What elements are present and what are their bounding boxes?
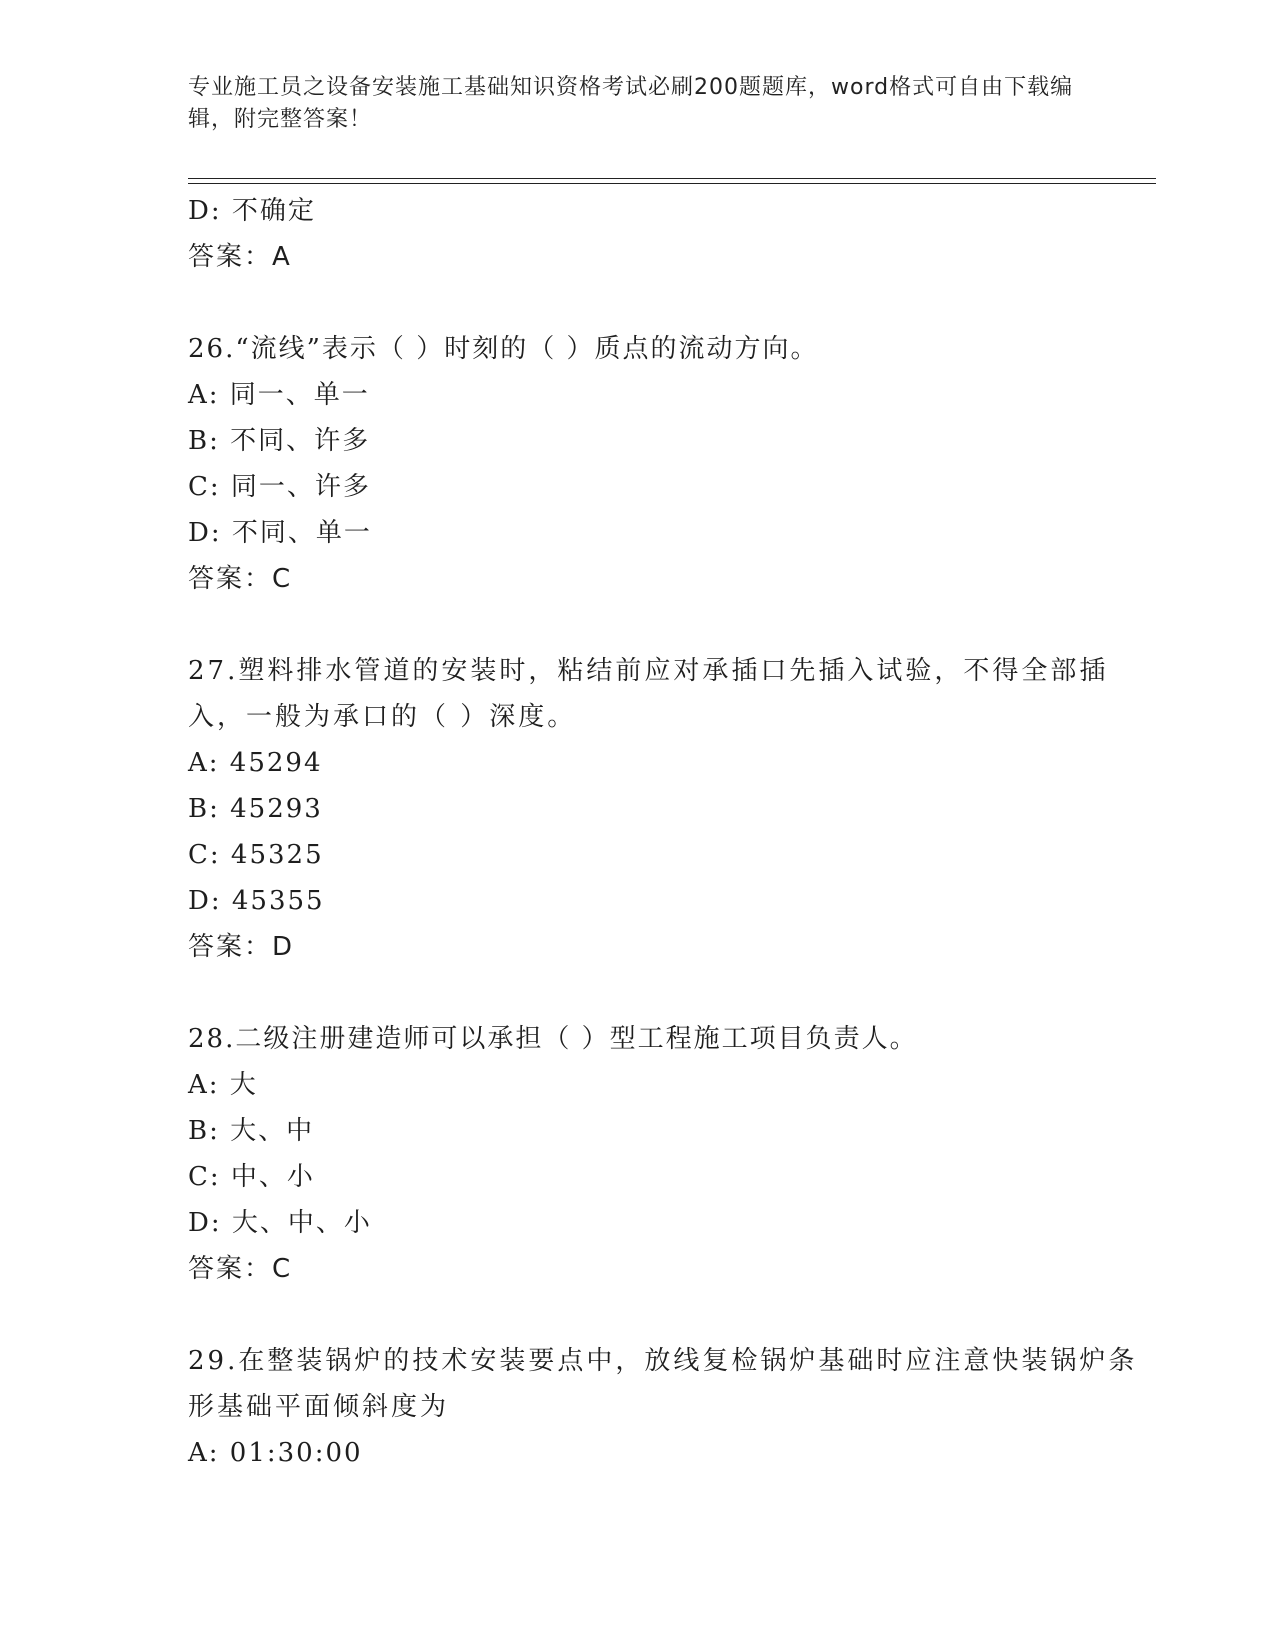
question-content <box>188 188 1148 1476</box>
header-rule-bottom <box>188 183 1156 184</box>
prev-option-d: D: 不确定 <box>188 196 316 226</box>
question-stem: 28.二级注册建造师可以承担（ ）型工程施工项目负责人。 <box>188 1024 918 1054</box>
option-d: D: 45355 <box>188 886 325 916</box>
option-b: B: 45293 <box>188 794 323 824</box>
option-c: C: 同一、许多 <box>188 472 371 502</box>
option-b: B: 大、中 <box>188 1116 315 1146</box>
page-header: 专业施工员之设备安装施工基础知识资格考试必刷200题题库，word格式可自由下载编辑，附完整答案！ <box>188 75 1074 132</box>
prev-answer: 答案：A <box>188 242 292 272</box>
option-a: A: 大 <box>188 1070 258 1100</box>
question-stem: 26.“流线”表示（ ）时刻的（ ）质点的流动方向。 <box>188 334 819 364</box>
option-b: B: 不同、许多 <box>188 426 371 456</box>
question-27 <box>188 648 1148 970</box>
header-rule-top <box>188 178 1156 179</box>
answer: 答案：C <box>188 564 293 594</box>
question-29 <box>188 1338 1148 1476</box>
question-stem: 27.塑料排水管道的安装时，粘结前应对承插口先插入试验，不得全部插入，一般为承口的（ ）深度。 <box>188 656 1109 732</box>
option-d: D: 大、中、小 <box>188 1208 372 1238</box>
option-a: A: 01:30:00 <box>188 1438 363 1468</box>
option-d: D: 不同、单一 <box>188 518 372 548</box>
option-a: A: 45294 <box>188 748 323 778</box>
question-28 <box>188 1016 1148 1292</box>
option-a: A: 同一、单一 <box>188 380 370 410</box>
answer: 答案：C <box>188 1254 293 1284</box>
option-c: C: 中、小 <box>188 1162 315 1192</box>
answer: 答案：D <box>188 932 295 962</box>
option-c: C: 45325 <box>188 840 324 870</box>
question-26 <box>188 326 1148 602</box>
question-stem: 29.在整装锅炉的技术安装要点中，放线复检锅炉基础时应注意快装锅炉条形基础平面倾斜度为 <box>188 1346 1138 1422</box>
